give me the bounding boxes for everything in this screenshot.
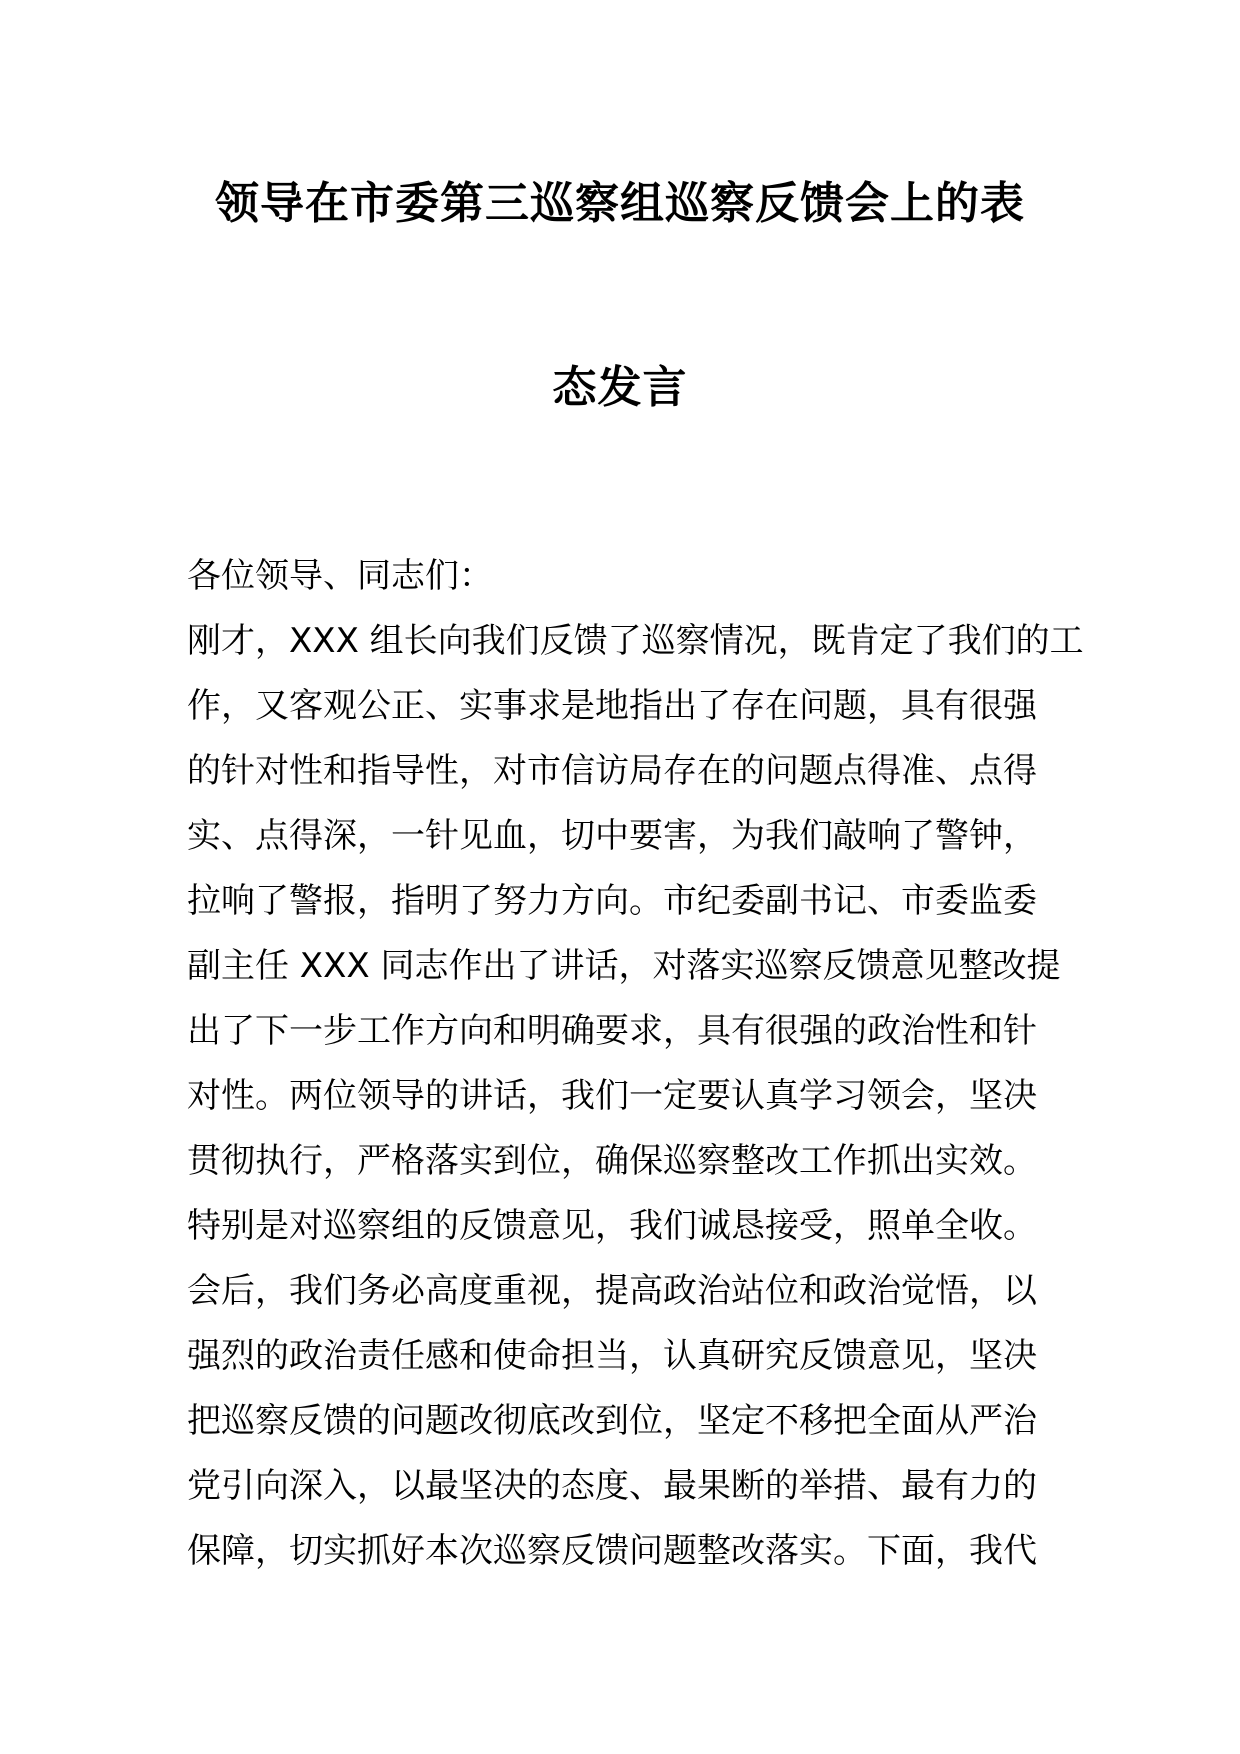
- body-line: 会后，我们务必高度重视，提高政治站位和政治觉悟，以: [187, 1271, 1037, 1311]
- document-body: [187, 544, 1084, 1584]
- body-line: 刚才，XXX 组长向我们反馈了巡察情况，既肯定了我们的工: [187, 621, 1084, 661]
- body-line: 拉响了警报，指明了努力方向。市纪委副书记、市委监委: [187, 881, 1037, 921]
- body-line: 出了下一步工作方向和明确要求，具有很强的政治性和针: [187, 1011, 1037, 1051]
- body-line: 副主任 XXX 同志作出了讲话，对落实巡察反馈意见整改提: [187, 946, 1061, 986]
- body-line: 强烈的政治责任感和使命担当，认真研究反馈意见，坚决: [187, 1336, 1037, 1376]
- salutation: 各位领导、同志们：: [187, 556, 493, 596]
- body-line: 的针对性和指导性，对市信访局存在的问题点得准、点得: [187, 751, 1037, 791]
- body-line: 实、点得深，一针见血，切中要害，为我们敲响了警钟，: [187, 816, 1037, 856]
- body-line: 贯彻执行，严格落实到位，确保巡察整改工作抓出实效。: [187, 1141, 1037, 1181]
- document-title-line-1: 领导在市委第三巡察组巡察反馈会上的表: [215, 178, 1025, 229]
- body-line: 作，又客观公正、实事求是地指出了存在问题，具有很强: [187, 686, 1037, 726]
- document-title-line-2: 态发言: [552, 362, 688, 413]
- body-line: 特别是对巡察组的反馈意见，我们诚恳接受，照单全收。: [187, 1206, 1037, 1246]
- body-line: 保障，切实抓好本次巡察反馈问题整改落实。下面，我代: [187, 1531, 1037, 1571]
- body-line: 把巡察反馈的问题改彻底改到位，坚定不移把全面从严治: [187, 1401, 1037, 1441]
- body-line: 党引向深入，以最坚决的态度、最果断的举措、最有力的: [187, 1466, 1037, 1506]
- body-line: 对性。两位领导的讲话，我们一定要认真学习领会，坚决: [187, 1076, 1037, 1116]
